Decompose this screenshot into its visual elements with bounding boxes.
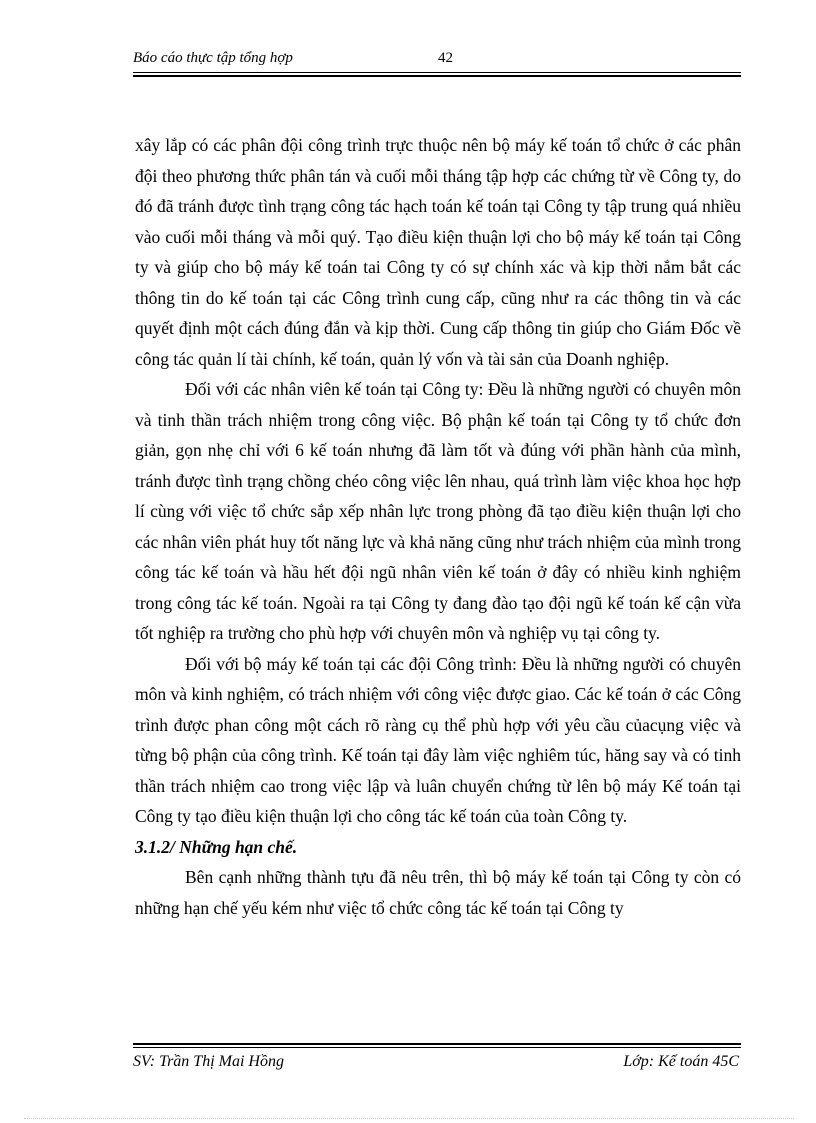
paragraph-limitations: Bên cạnh những thành tựu đã nêu trên, thì bộ máy kế toán tại Công ty còn có những hạn chế yếu kém như việc tổ chức công tác kế toán tại Công ty — [135, 867, 741, 918]
paragraph-company-staff: Đối với các nhân viên kế toán tại Công ty: Đều là những người có chuyên môn và tinh thần trách nhiệm trong công việc. Bộ phận kế toán tại Công ty tổ chức đơn giản, gọn nhẹ chỉ với 6 kế toán nhưng đã làm tốt và đúng với phần hành của mình, tránh được tình trạng chồng chéo công việc lên nhau, quá trình làm việc khoa học hợp lí cùng với việc tổ chức sắp xếp nhân lực trong phòng đã tạo điều kiện thuận lợi cho các nhân viên phát huy tốt năng lực và khả năng cũng như trách nhiệm của mình trong công tác kế toán và hầu hết đội ngũ nhân viên kế toán ở đây có nhiều kinh nghiệm trong công tác kế toán. Ngoài ra tại Công ty đang đào tạo đội ngũ kế toán kế cận vừa tốt nghiệp ra trường cho phù hợp với chuyên môn và nghiệp vụ tại công ty. — [135, 379, 741, 643]
page-number: 42 — [438, 50, 453, 66]
student-name: SV: Trần Thị Mai Hồng — [133, 1053, 284, 1070]
page-footer — [133, 1053, 739, 1075]
header-rule-bottom — [133, 75, 741, 77]
header-rule-top — [133, 72, 741, 73]
footer-rule-top — [133, 1043, 741, 1045]
paragraph-construction-teams: Đối với bộ máy kế toán tại các đội Công trình: Đều là những người có chuyên môn và kinh nghiệm, có trách nhiệm với công việc được giao. Các kế toán ở các Công trình được phan công một cách rõ ràng cụ thể phù hợp với yêu cầu củacụng việc và từng bộ phận của công trình. Kế toán tại đây làm việc nghiêm túc, hăng say và có tinh thần trách nhiệm cao trong việc lập và luân chuyển chứng từ lên bộ máy Kế toán tại Công ty tạo điều kiện thuận lợi cho công tác kế toán của toàn Công ty. — [135, 653, 741, 826]
report-title: Báo cáo thực tập tổng hợp — [133, 50, 293, 66]
footer-rule-bottom — [133, 1047, 741, 1048]
section-heading: 3.1.2/ Những hạn chế. — [135, 836, 298, 857]
page-header — [133, 50, 741, 72]
page-edge-divider — [24, 1118, 794, 1119]
class-name: Lớp: Kế toán 45C — [623, 1053, 739, 1070]
paragraph-continuation: xây lắp có các phân đội công trình trực thuộc nên bộ máy kế toán tổ chức ở các phân đội theo phương thức phân tán và cuối mỗi tháng tập hợp các chứng từ về Công ty, do đó đã tránh được tình trạng công tác hạch toán kế toán tại Công ty tập trung quá nhiều vào cuối mỗi tháng và mỗi quý. Tạo điều kiện thuận lợi cho bộ máy kế toán tại Công ty và giúp cho bộ máy kế toán tai Công ty có sự chính xác và kịp thời nắm bắt các thông tin do kế toán tại các Công trình cung cấp, cũng như ra các thông tin và các quyết định một cách đúng đắn và kịp thời. Cung cấp thông tin giúp cho Giám Đốc về công tác quản lí tài chính, kế toán, quản lý vốn và tài sản của Doanh nghiệp. — [135, 135, 741, 369]
document-body — [135, 130, 741, 923]
